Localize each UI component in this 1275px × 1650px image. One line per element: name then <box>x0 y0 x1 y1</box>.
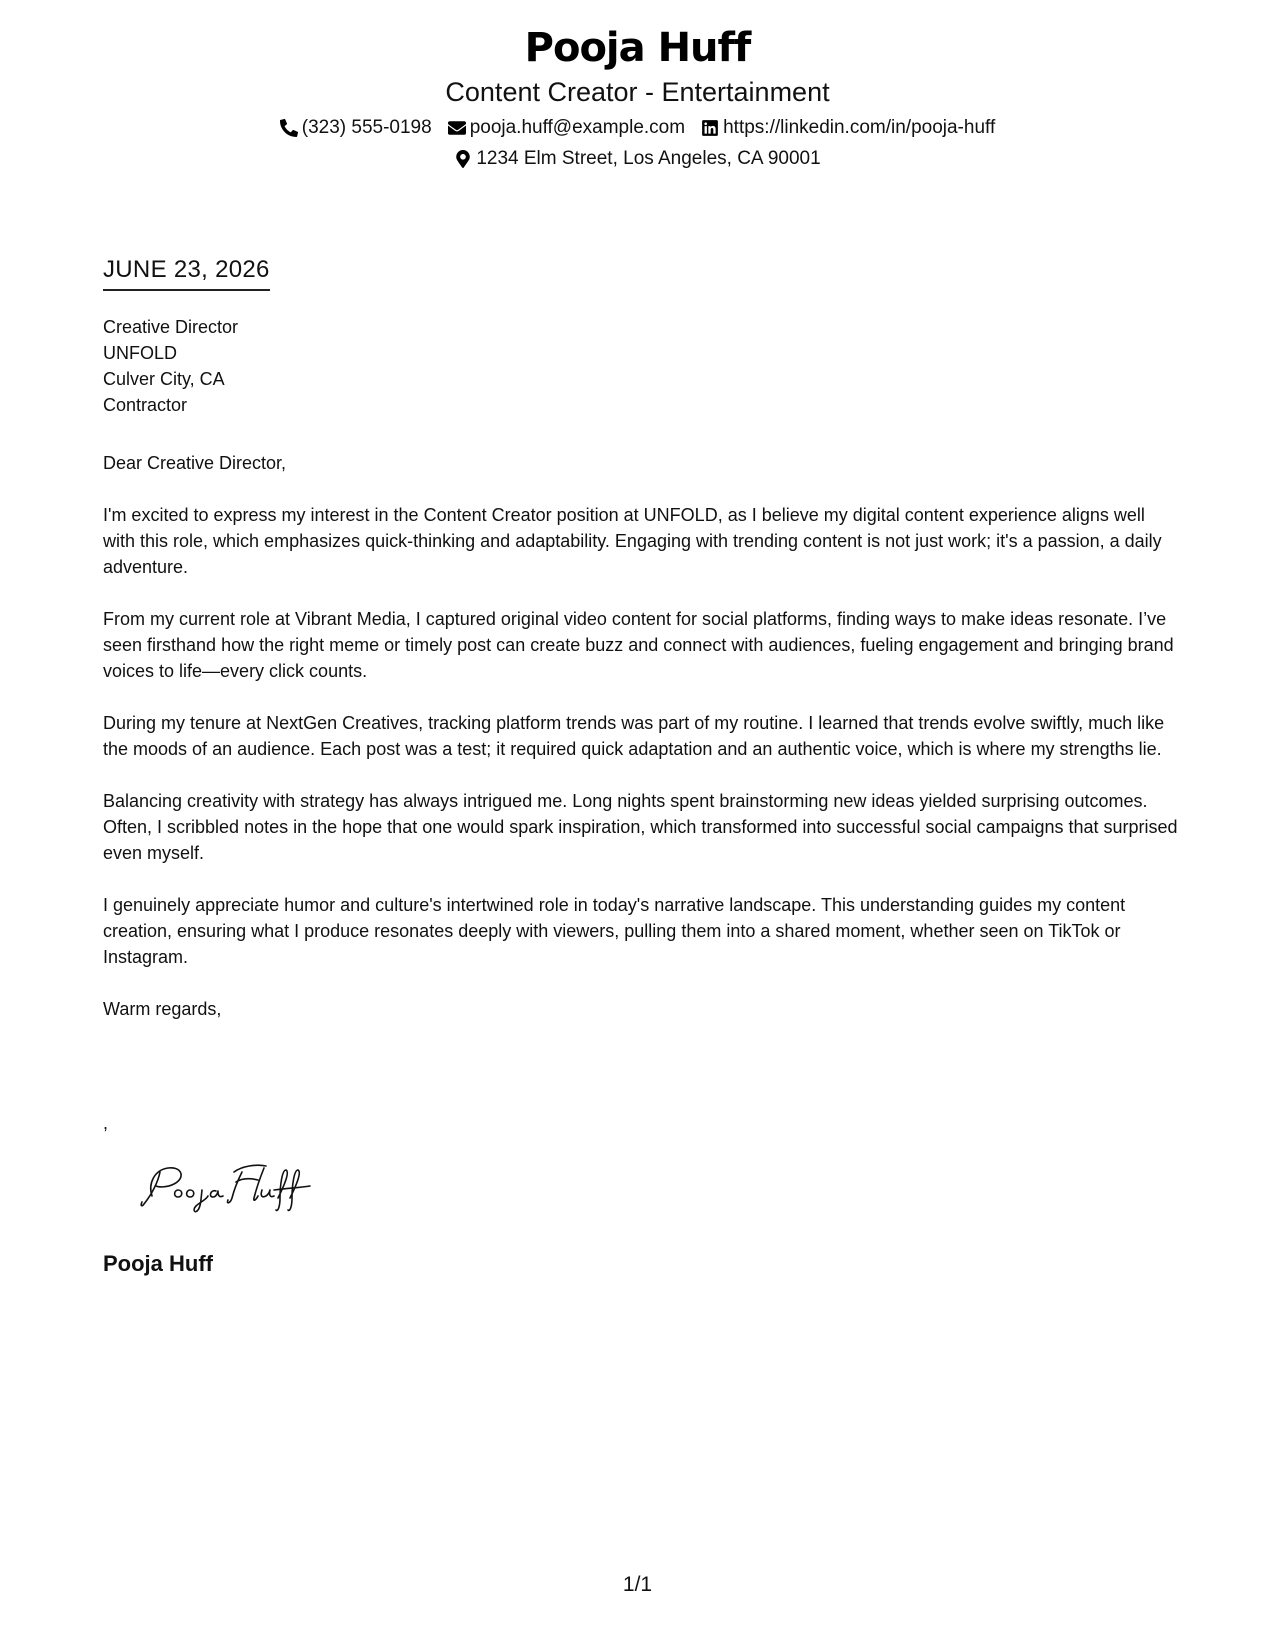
linkedin-url[interactable]: https://linkedin.com/in/pooja-huff <box>723 117 996 138</box>
recipient-block <box>103 314 238 418</box>
contact-address <box>454 147 820 171</box>
contact-linkedin[interactable] <box>701 116 995 140</box>
recipient-line: Culver City, CA <box>103 369 225 389</box>
map-pin-icon <box>454 150 472 168</box>
letter-body <box>103 450 1178 1048</box>
recipient-line: Creative Director <box>103 317 239 337</box>
contact-row-secondary <box>0 147 1275 171</box>
recipient-line: Contractor <box>103 395 188 415</box>
signature-image <box>138 1160 328 1214</box>
body-paragraph: I genuinely appreciate humor and culture's intertwined role in today's narrative landscape. This understanding guides my content creation, ensuring what I produce resonates deeply with viewers, pulling them into a shared moment, whether seen on TikTok or Instagram. <box>103 895 1126 967</box>
linkedin-icon <box>701 119 719 137</box>
envelope-icon <box>448 119 466 137</box>
applicant-title: Content Creator - Entertainment <box>445 77 830 107</box>
letter-date: JUNE 23, 2026 <box>103 255 270 291</box>
signer-name: Pooja Huff <box>103 1251 213 1276</box>
street-address: 1234 Elm Street, Los Angeles, CA 90001 <box>476 148 821 169</box>
letter-header <box>0 22 1275 171</box>
email-address[interactable]: pooja.huff@example.com <box>469 117 686 138</box>
phone-icon <box>280 119 298 137</box>
contact-row-primary <box>0 116 1275 140</box>
body-paragraph: Balancing creativity with strategy has always intrigued me. Long nights spent brainstorming new ideas yielded surprising outcomes. Often, I scribbled notes in the hope that one would spark inspiration, which transformed into successful social campaigns that surprised even myself. <box>103 791 1178 863</box>
recipient-line: UNFOLD <box>103 343 178 363</box>
handwritten-signature <box>138 1160 328 1219</box>
phone-number: (323) 555-0198 <box>301 117 432 138</box>
page-number: 1/1 <box>622 1573 653 1596</box>
applicant-name: Pooja Huff <box>524 25 751 71</box>
body-paragraph: From my current role at Vibrant Media, I captured original video content for social platforms, finding ways to make ideas resonate. I’ve seen firsthand how the right meme or timely post can create buzz and connect with audiences, fueling engagement and bringing brand voices to life—every click counts. <box>103 609 1174 681</box>
contact-email[interactable] <box>448 116 685 140</box>
closing: Warm regards, <box>103 999 222 1019</box>
body-paragraph: I'm excited to express my interest in the Content Creator position at UNFOLD, as I believe my digital content experience aligns well with this role, which emphasizes quick-thinking and adaptability. Engaging with trending content is not just work; it's a passion, a daily adventure. <box>103 505 1162 577</box>
body-paragraph: During my tenure at NextGen Creatives, tracking platform trends was part of my routine. I learned that trends evolve swiftly, much like the moods of an audience. Each post was a test; it required quick adaptation and an authentic voice, which is where my strengths lie. <box>103 713 1165 759</box>
contact-phone <box>280 116 432 140</box>
stray-comma: , <box>103 1113 109 1133</box>
salutation: Dear Creative Director, <box>103 453 287 473</box>
